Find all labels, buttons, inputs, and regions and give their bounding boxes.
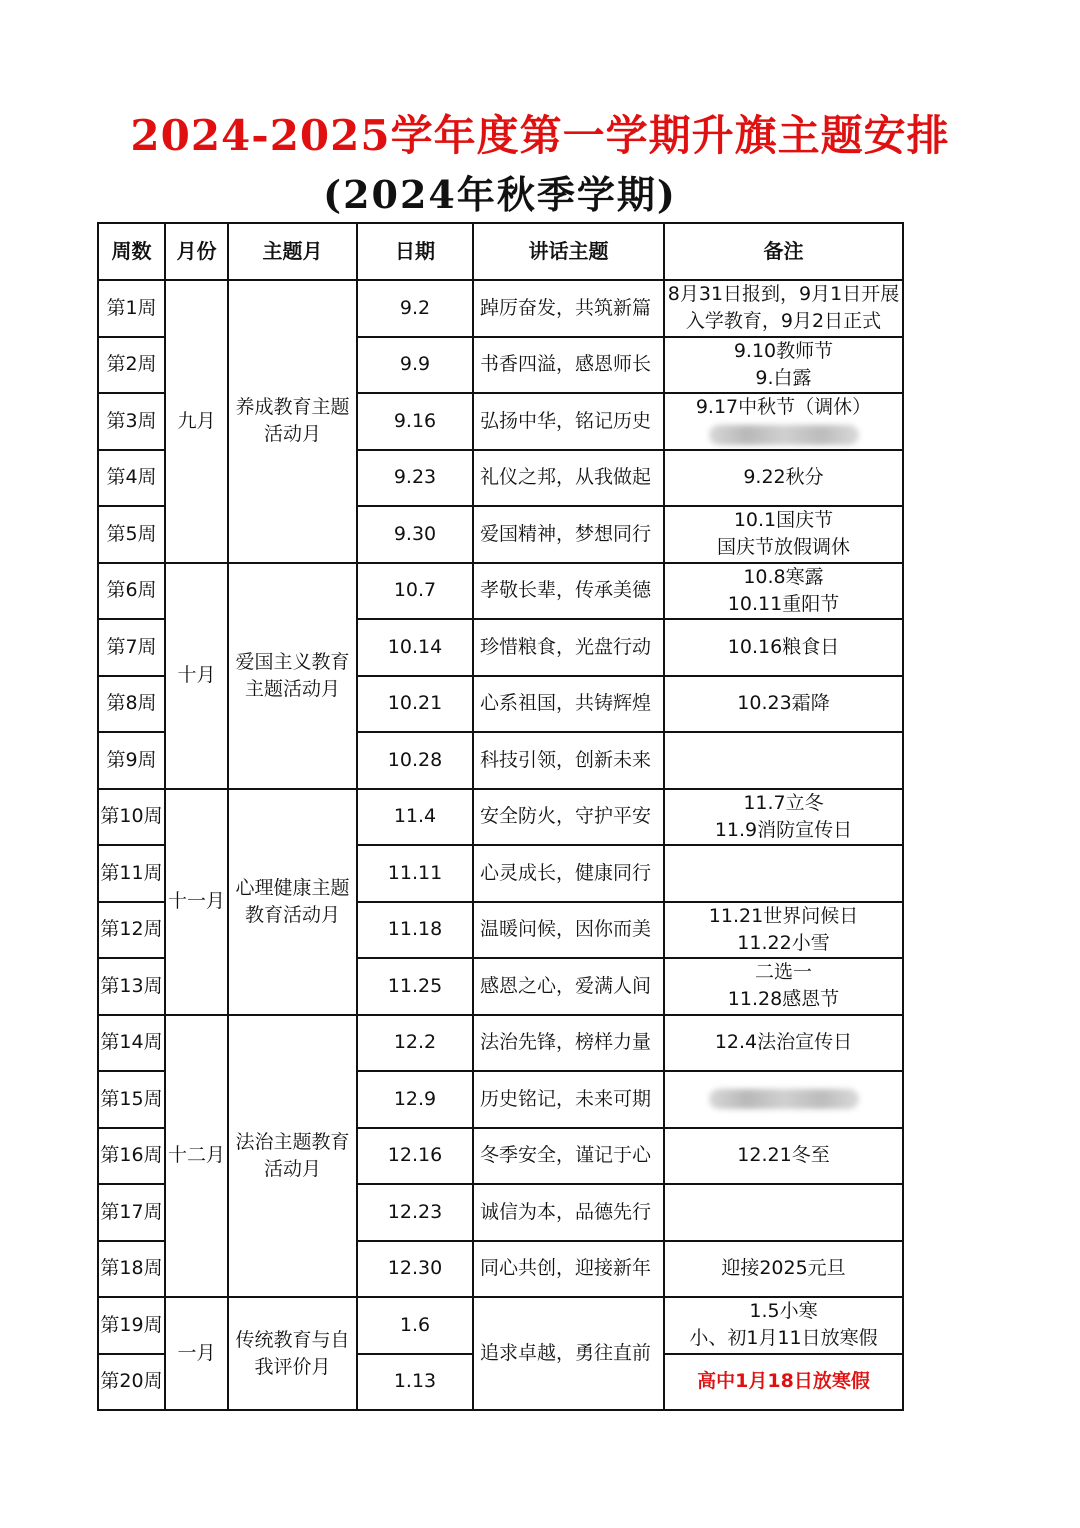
date-cell: 12.2 [357,1015,473,1072]
note-cell: 迎接2025元旦 [664,1241,903,1298]
table-row [98,1297,903,1354]
note-cell: 二选一 11.28感恩节 [664,958,903,1015]
week-cell: 第4周 [98,450,165,507]
month-cell: 十月 [165,563,228,789]
page-title: 2024-2025学年度第一学期升旗主题安排 [130,111,950,160]
week-cell: 第16周 [98,1128,165,1185]
date-cell: 11.4 [357,789,473,846]
topic-cell: 历史铭记，未来可期 [473,1071,664,1128]
date-cell: 9.23 [357,450,473,507]
date-cell: 11.11 [357,845,473,902]
topic-cell: 珍惜粮食，光盘行动 [473,619,664,676]
note-cell: 1.5小寒 小、初1月11日放寒假 [664,1297,903,1354]
topic-cell: 爱国精神，梦想同行 [473,506,664,563]
flag-raising-schedule-table [97,222,904,1411]
topic-cell: 踔厉奋发，共筑新篇 [473,280,664,337]
note-cell: 9.10教师节 9.白露 [664,337,903,394]
table-row [98,789,903,846]
week-cell: 第13周 [98,958,165,1015]
topic-cell: 温暖问候，因你而美 [473,902,664,959]
note-cell-highlight: 高中1月18日放寒假 [664,1354,903,1411]
week-cell: 第10周 [98,789,165,846]
date-cell: 10.21 [357,676,473,733]
note-cell: 9.22秋分 [664,450,903,507]
date-cell: 9.16 [357,393,473,450]
note-cell: 10.23霜降 [664,676,903,733]
theme-month-cell: 法治主题教育活动月 [228,1015,357,1298]
week-cell: 第12周 [98,902,165,959]
note-cell [664,1071,903,1128]
month-cell: 十二月 [165,1015,228,1298]
week-cell: 第7周 [98,619,165,676]
note-cell [664,845,903,902]
note-cell [664,732,903,789]
topic-cell: 法治先锋，榜样力量 [473,1015,664,1072]
topic-cell: 书香四溢，感恩师长 [473,337,664,394]
topic-cell: 礼仪之邦，从我做起 [473,450,664,507]
week-cell: 第11周 [98,845,165,902]
date-cell: 10.28 [357,732,473,789]
blurred-redaction [709,425,859,445]
note-text: 9.17中秋节（调休） [695,396,872,419]
note-cell [664,1184,903,1241]
table-row [98,1015,903,1072]
topic-cell: 弘扬中华，铭记历史 [473,393,664,450]
date-cell: 10.14 [357,619,473,676]
topic-cell: 心灵成长，健康同行 [473,845,664,902]
date-cell: 9.2 [357,280,473,337]
week-cell: 第20周 [98,1354,165,1411]
topic-cell: 感恩之心，爱满人间 [473,958,664,1015]
week-cell: 第2周 [98,337,165,394]
topic-cell: 同心共创，迎接新年 [473,1241,664,1298]
theme-month-cell: 心理健康主题教育活动月 [228,789,357,1015]
page-subtitle: (2024年秋季学期) [323,172,677,217]
theme-month-cell: 爱国主义教育主题活动月 [228,563,357,789]
note-cell: 10.8寒露 10.11重阳节 [664,563,903,620]
topic-cell: 孝敬长辈，传承美德 [473,563,664,620]
date-cell: 12.9 [357,1071,473,1128]
week-cell: 第5周 [98,506,165,563]
month-cell: 九月 [165,280,228,563]
note-cell: 8月31日报到，9月1日开展入学教育，9月2日正式 [664,280,903,337]
note-cell: 10.16粮食日 [664,619,903,676]
theme-month-cell: 养成教育主题活动月 [228,280,357,563]
topic-cell: 科技引领，创新未来 [473,732,664,789]
week-cell: 第8周 [98,676,165,733]
header-row [98,223,903,280]
note-cell: 12.21冬至 [664,1128,903,1185]
week-cell: 第17周 [98,1184,165,1241]
month-cell: 十一月 [165,789,228,1015]
date-cell: 9.9 [357,337,473,394]
date-cell: 1.6 [357,1297,473,1354]
header-theme-month: 主题月 [228,223,357,280]
month-cell: 一月 [165,1297,228,1410]
date-cell: 12.16 [357,1128,473,1185]
date-cell: 10.7 [357,563,473,620]
theme-month-cell: 传统教育与自我评价月 [228,1297,357,1410]
week-cell: 第19周 [98,1297,165,1354]
note-cell [664,393,903,450]
week-cell: 第3周 [98,393,165,450]
week-cell: 第14周 [98,1015,165,1072]
header-speech-topic: 讲话主题 [473,223,664,280]
header-month: 月份 [165,223,228,280]
table-row [98,563,903,620]
week-cell: 第1周 [98,280,165,337]
header-notes: 备注 [664,223,903,280]
header-week: 周数 [98,223,165,280]
topic-cell: 诚信为本，品德先行 [473,1184,664,1241]
note-cell: 11.21世界问候日 11.22小雪 [664,902,903,959]
topic-cell: 追求卓越，勇往直前 [473,1297,664,1410]
topic-cell: 冬季安全，谨记于心 [473,1128,664,1185]
topic-cell: 心系祖国，共铸辉煌 [473,676,664,733]
week-cell: 第6周 [98,563,165,620]
week-cell: 第9周 [98,732,165,789]
week-cell: 第18周 [98,1241,165,1298]
date-cell: 11.18 [357,902,473,959]
date-cell: 11.25 [357,958,473,1015]
date-cell: 12.23 [357,1184,473,1241]
date-cell: 1.13 [357,1354,473,1411]
blurred-redaction [709,1089,859,1109]
topic-cell: 安全防火，守护平安 [473,789,664,846]
note-cell: 12.4法治宣传日 [664,1015,903,1072]
note-cell: 10.1国庆节 国庆节放假调休 [664,506,903,563]
week-cell: 第15周 [98,1071,165,1128]
date-cell: 12.30 [357,1241,473,1298]
header-date: 日期 [357,223,473,280]
note-cell: 11.7立冬 11.9消防宣传日 [664,789,903,846]
table-row [98,280,903,337]
date-cell: 9.30 [357,506,473,563]
